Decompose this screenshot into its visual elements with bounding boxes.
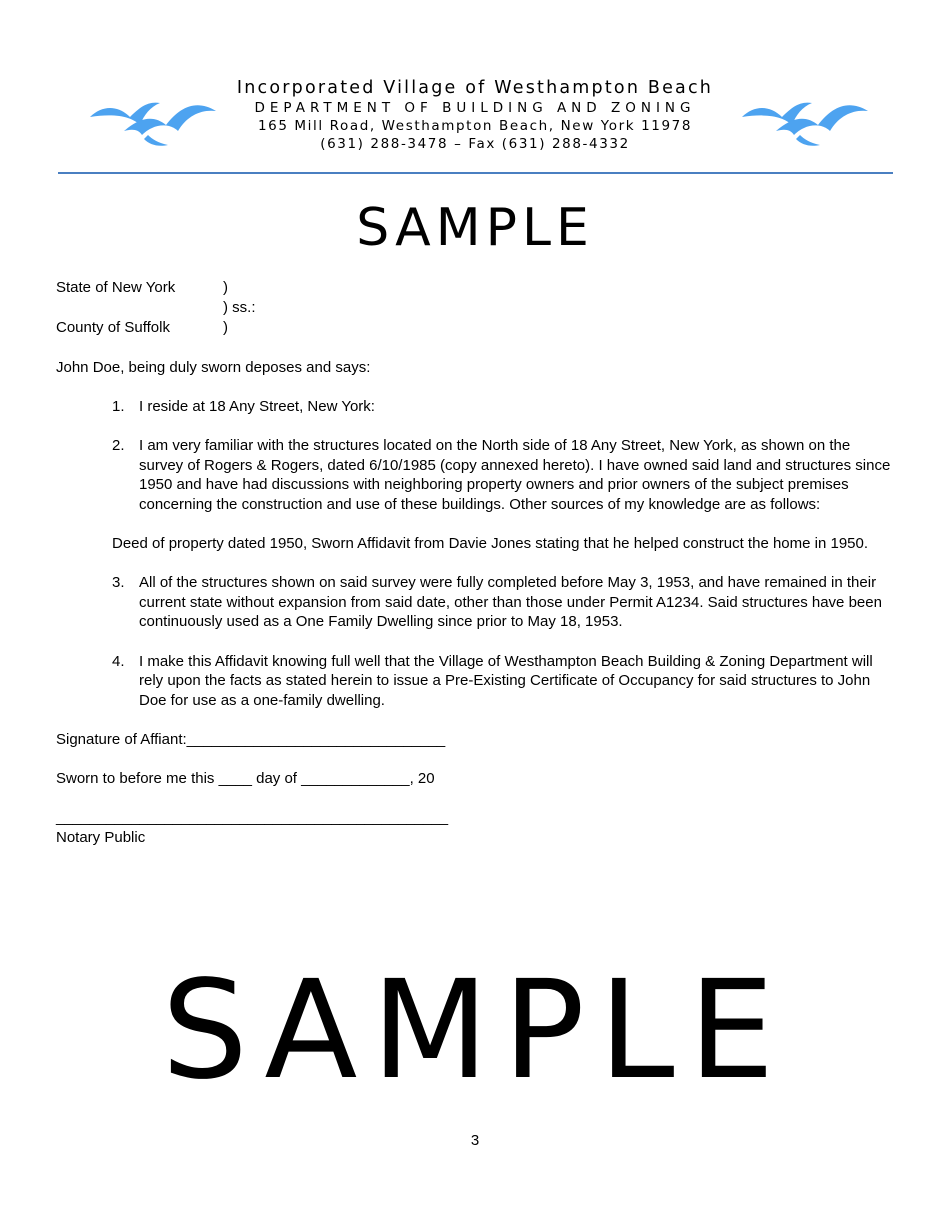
seagull-logo-right-icon	[740, 95, 870, 151]
sample-watermark-top: SAMPLE	[356, 198, 594, 258]
seagull-logo-left-icon	[88, 95, 218, 151]
notary-signature-rule: _______________________________________________	[56, 809, 449, 827]
notary-label: Notary Public	[56, 828, 146, 846]
venue-county: County of Suffolk	[56, 319, 170, 336]
village-name: Incorporated Village of Westhampton Beach	[236, 78, 714, 98]
address: 165 Mill Road, Westhampton Beach, New York 11978	[257, 118, 693, 134]
list-text: I make this Affidavit knowing full well that the Village of Westhampton Beach Building & Zoning Department will rely upon the facts as stated herein to issue a Pre-Existing Certificate of Occupancy for said structures to John Doe for use as a one-family dwelling.	[139, 652, 873, 709]
letterhead	[220, 78, 730, 153]
affidavit-body	[56, 278, 896, 847]
list-text: I am very familiar with the structures located on the North side of 18 Any Street, New York, as shown on the survey of Rogers & Rogers, dated 6/10/1985 (copy annexed hereto). I have owned said land and structures since 1950 and have had discussions with neighboring property owners and prior owners of the subject premises concerning the construction and use of these buildings. Other sources of my knowledge are as follows:	[139, 436, 891, 513]
list-item	[112, 436, 896, 514]
list-number: 4.	[112, 652, 125, 670]
signature-line: Signature of Affiant:_______________________________	[56, 730, 446, 748]
list-number: 1.	[112, 397, 125, 415]
list-item	[112, 573, 896, 632]
venue-block	[56, 278, 896, 338]
list-item	[112, 397, 896, 417]
sample-watermark-bottom: SAMPLE	[161, 952, 789, 1110]
list-number: 2.	[112, 436, 125, 454]
header-divider	[58, 172, 893, 174]
list-number: 3.	[112, 574, 125, 592]
list-item	[112, 652, 896, 711]
numbered-list	[112, 397, 896, 515]
knowledge-sources: Deed of property dated 1950, Sworn Affidavit from Davie Jones stating that he helped construct the home in 1950.	[112, 534, 869, 552]
intro-statement: John Doe, being duly sworn deposes and says:	[56, 358, 371, 376]
phone-fax: (631) 288-3478 – Fax (631) 288-4332	[320, 136, 630, 152]
list-text: I reside at 18 Any Street, New York:	[139, 397, 375, 415]
venue-paren-3: )	[223, 319, 228, 336]
department-name: DEPARTMENT OF BUILDING AND ZONING	[254, 100, 696, 116]
venue-state: State of New York	[56, 279, 176, 296]
venue-paren-1: )	[223, 279, 228, 296]
numbered-list-cont	[112, 573, 896, 710]
page-number: 3	[470, 1132, 480, 1149]
list-text: All of the structures shown on said survey were fully completed before May 3, 1953, and have remained in their current state without expansion from said date, other than those under Permit A1234. Said structures have been continuously used as a One Family Dwelling since prior to May 18, 1953.	[139, 574, 882, 631]
sworn-line: Sworn to before me this ____ day of _____________, 20	[56, 770, 435, 788]
venue-ss: ) ss.:	[223, 299, 256, 316]
